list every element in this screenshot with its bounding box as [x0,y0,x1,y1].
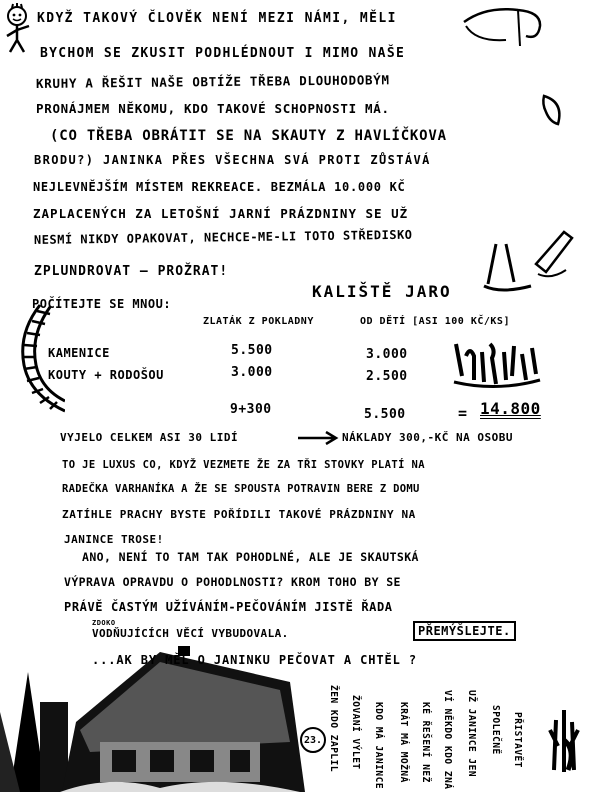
text-line-18: PRÁVĚ ČASTÝM UŽÍVÁNÍM-PEČOVÁNÍM JISTĚ ŘADA [64,600,393,614]
text-line-19-prefix: ZDOKO [92,619,116,627]
row-value-2: 2.500 [366,369,408,384]
sled-doodle [476,224,586,299]
text-line-5: (CO TŘEBA OBRÁTIT SE NA SKAUTY Z HAVLÍČKOVA [50,128,447,144]
text-line-14: ZATÍHLE PRACHY BYSTE POŘÍDILI TAKOVÉ PRÁZDNINY NA [62,508,416,521]
sum-1: 9+300 [230,402,272,417]
calc-intro: POČÍTEJTE SE MNOU: [32,297,172,311]
scroll-doodle [456,2,551,47]
row-value-1: 3.000 [231,365,273,380]
vertical-text: VÍ NĚKDO KDO ZNÁ [442,690,453,790]
vertical-text: ŽOVANÍ VÝLET [350,695,361,770]
text-line-9: NESMÍ NIKDY OPAKOVAT, NECHCE-ME-LI TOTO STŘEDISKO [33,227,413,247]
text-line-19: VODŇUJÍCÍCH VĚCÍ VYBUDOVALA. [92,627,289,640]
stick-figure-doodle [3,2,33,54]
text-line-8: ZAPLACENÝCH ZA LETOŠNÍ JARNÍ PRÁZDNINY SE UŽ [33,206,409,221]
sum-2: 5.500 [364,407,406,422]
text-line-7: NEJLEVNĚJŠÍM MÍSTEM REKREACE. BEZMÁLA 10.000 KČ [33,180,406,194]
vertical-text: KÉ ŘEŠENÍ NEŽ [420,702,431,783]
text-line-13: RADEČKA VARHANÍKA A ŽE SE SPOUSTA POTRAVIN BERE Z DOMU [62,483,420,495]
text-line-1: KDYŽ TAKOVÝ ČLOVĚK NENÍ MEZI NÁMI, MĚLI [37,11,397,26]
vertical-text: SPOLEČNĚ [490,705,501,755]
arrow-icon [296,431,342,445]
text-line-10: ZPLUNDROVAT – PROŽRAT! [34,264,229,279]
think-box: PŘEMÝŠLEJTE. [413,621,516,641]
text-line-12: TO JE LUXUS CO, KDYŽ VEZMETE ŽE ZA TŘI STOVKY PLATÍ NA [62,459,425,471]
calc-heading: KALIŠTĚ JARO [312,282,452,301]
row-label: KOUTY + RODOŠOU [48,368,164,382]
text-line-15: JANINCE TROSE! [64,533,164,546]
text-line-6: BRODU?) JANINKA PŘES VŠECHNA SVÁ PROTI ZŮSTÁVÁ [34,153,431,167]
hands-doodle [540,700,590,780]
text-line-11: VYJELO CELKEM ASI 30 LIDÍ [60,431,239,444]
text-line-3: KRUHY A ŘEŠIT NAŠE OBTÍŽE TŘEBA DLOUHODOBÝM [35,72,390,91]
text-line-17: VÝPRAVA OPRAVDU O POHODLNOSTI? KROM TOHO BY SE [64,575,401,589]
crowd-doodle [452,336,542,391]
vertical-text: KDO MÁ JANINCE [373,702,384,790]
rail-track-doodle [10,303,65,418]
equals-sign: = [458,404,468,422]
page-number: 23. [300,727,326,753]
col1-header: ZLATÁK Z POKLADNY [203,316,314,327]
row-value-1: 5.500 [231,343,273,358]
row-value-2: 3.000 [366,347,408,362]
vertical-text: UŽ JANINCE JEN [466,690,477,778]
text-line-20: ...AK BY MĚL O JANINKU PEČOVAT A CHTĚL ? [92,653,417,667]
vertical-text: PŘISTAVĚT [512,712,523,768]
vertical-text: KRÁT MÁ MOŽNÁ [398,702,409,783]
row-label: KAMENICE [48,346,110,360]
leaf-doodle [538,92,568,132]
text-line-16: ANO, NENÍ TO TAM TAK POHODLNÉ, ALE JE SKAUTSKÁ [82,550,419,564]
text-line-4: PRONÁJMEM NĚKOMU, KDO TAKOVÉ SCHOPNOSTI MÁ. [36,101,390,116]
text-line-11b: NÁKLADY 300,-KČ NA OSOBU [342,431,513,444]
col2-header: OD DĚTÍ [ASI 100 KČ/KS] [360,316,510,327]
text-line-2: BYCHOM SE ZKUSIT PODHLÉDNOUT I MIMO NAŠE [40,46,406,61]
vertical-text: ŽEN KDO ZAPLIL [328,685,339,773]
total-value: 14.800 [480,399,541,418]
